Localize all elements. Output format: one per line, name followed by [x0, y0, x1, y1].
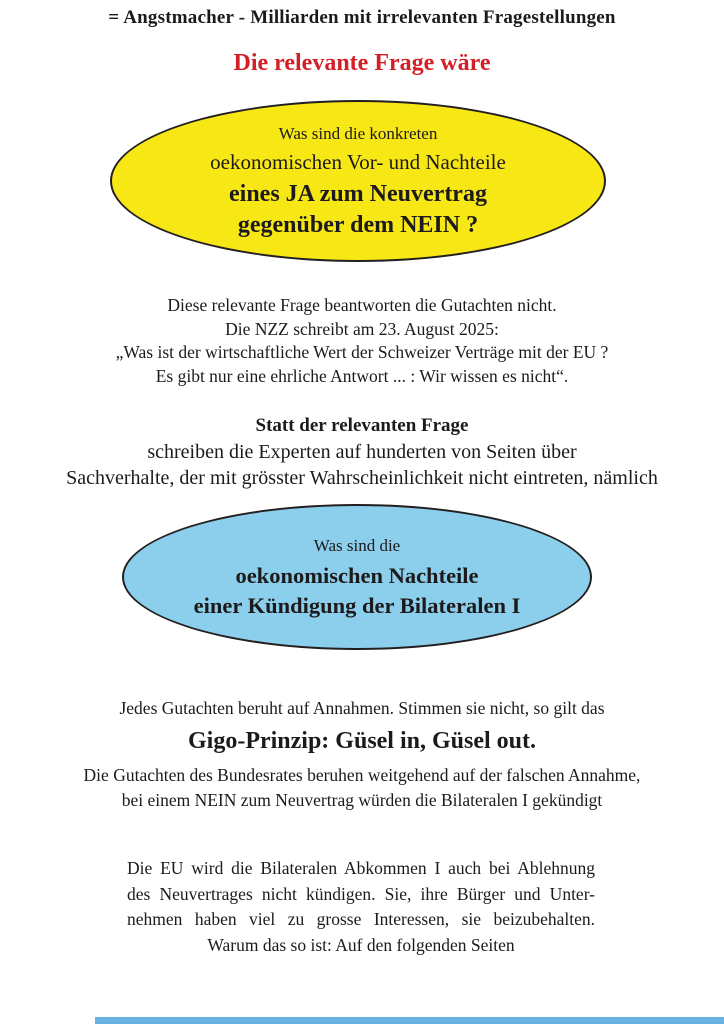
- closing-paragraph: [127, 856, 595, 958]
- paragraph-line: Die Gutachten des Bundesrates beruhen weitgehend auf der falschen Annahme,: [83, 765, 641, 785]
- paragraph-line: des Neuvertrages nicht kündigen. Sie, ihre Bürger und Unter-: [127, 883, 595, 904]
- paragraph-line: Warum das so ist: Auf den folgenden Seiten: [207, 934, 515, 955]
- paragraph-line: Die EU wird die Bilateralen Abkommen I auch bei Ablehnung: [127, 858, 595, 878]
- paragraph-line: Diese relevante Frage beantworten die Gutachten nicht.: [167, 295, 557, 315]
- yellow-ellipse-line: gegenüber dem NEIN ?: [237, 211, 479, 238]
- gigo-section: [0, 696, 724, 813]
- page-top-line: = Angstmacher - Milliarden mit irrelevanten Fragestellungen: [108, 7, 616, 28]
- blue-ellipse-line: oekonomischen Nachteile: [235, 562, 479, 588]
- paragraph-line: nehmen haben viel zu grosse Interessen, sie beizubehalten.: [127, 909, 595, 929]
- yellow-ellipse-line: eines JA zum Neuvertrag: [229, 180, 487, 207]
- yellow-ellipse-line: Was sind die konkreten: [278, 123, 438, 143]
- page-title: Die relevante Frage wäre: [233, 50, 491, 76]
- gigo-principle-headline: Gigo-Prinzip: Güsel in, Güsel out.: [187, 728, 537, 754]
- paragraph-line: Es gibt nur eine ehrliche Antwort ... : Wir wissen es nicht“.: [155, 365, 569, 386]
- blue-ellipse-line: Was sind die: [313, 535, 401, 555]
- paragraph-line: Die NZZ schreibt am 23. August 2025:: [225, 318, 499, 339]
- statt-section-title: Statt der relevanten Frage: [255, 415, 469, 436]
- paragraph-line: „Was ist der wirtschaftliche Wert der Schweizer Verträge mit der EU ?: [115, 342, 609, 362]
- statt-section: [0, 413, 724, 491]
- bottom-blue-bar: [95, 1017, 724, 1024]
- paragraph-line: schreiben die Experten auf hunderten von Seiten über: [147, 441, 577, 463]
- paragraph-line: Sachverhalte, der mit grösster Wahrscheinlichkeit nicht eintreten, nämlich: [66, 467, 658, 489]
- nzz-quote-paragraph: [0, 294, 724, 388]
- yellow-ellipse-line: oekonomischen Vor- und Nachteile: [210, 149, 506, 174]
- paragraph-line: Jedes Gutachten beruht auf Annahmen. Stimmen sie nicht, so gilt das: [119, 698, 605, 718]
- paragraph-line: bei einem NEIN zum Neuvertrag würden die Bilateralen I gekündigt: [121, 790, 603, 810]
- yellow-question-ellipse: [110, 100, 606, 262]
- blue-question-ellipse: [122, 504, 592, 650]
- blue-ellipse-line: einer Kündigung der Bilateralen I: [193, 592, 521, 618]
